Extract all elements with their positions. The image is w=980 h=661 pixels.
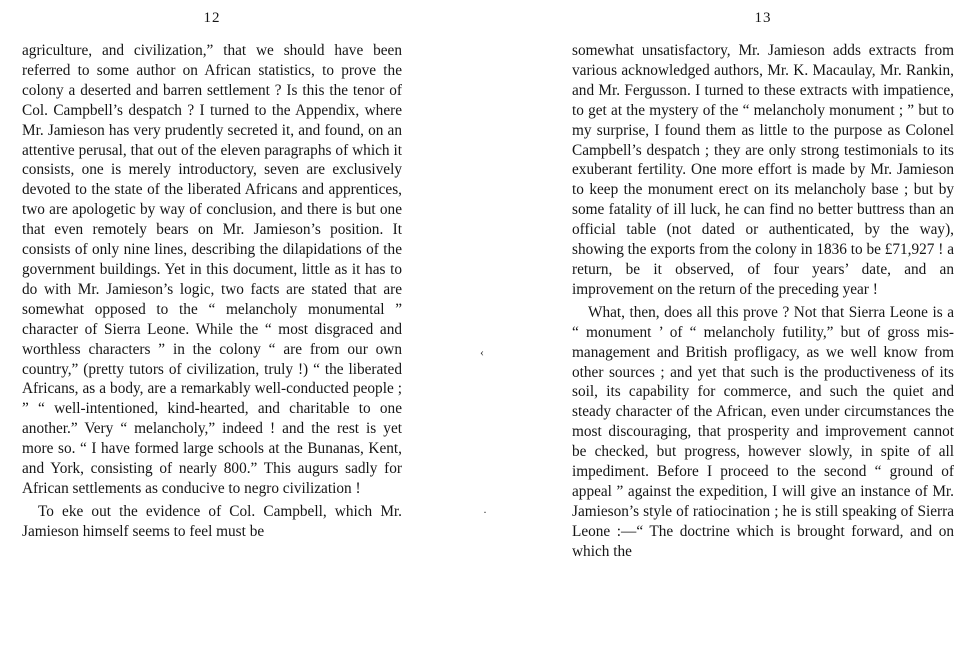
paragraph: agriculture, and civilization,” that we should have been referred to some author on African statistics, to prove the colony a deserted and barren settlement ? Is this the tenor of Col. Campbell’s despatch ? I turned to the Appendix, where Mr. Jamieson has very prudently secreted it, and found, on an attentive perusal, that out of the eleven paragraphs of which it consists, one is merely introductory, seven are exclusively devoted to the state of the liberated Africans and apprentices, two are apologetic by way of conclusion, and there is but one that even remotely bears on Mr. Jamieson’s position. It consists of only nine lines, describing the dilapidations of the government buildings. Yet in this document, little as it has to do with Mr. Jamieson’s logic, two facts are stated that are somewhat opposed to the “ melancholy monumental ” character of Sierra Leone. While the “ most disgraced and worthless characters ” in the colony “ are from our own country,” (pretty tutors of civilization, truly !) “ the liberated Africans, as a body, are a remarkably well-conducted people ; ” “ well-intentioned, kind-hearted, and charitable to one another.” Very “ melancholy,” indeed ! and the rest is yet more so. “ I have formed large schools at the Bunanas, Kent, and York, consisting of nearly 800.” This augurs sadly for African settlements as conducive to negro civilization ! — [22, 42, 402, 497]
paragraph: What, then, does all this prove ? Not that Sierra Leone is a “ monument ’ of “ melancholy futility,” but of gross mis-management and British profligacy, as we well know from other sources ; and yet that such is the productiveness of its soil, its capability for commerce, and such the quiet and steady character of the African, even under circumstances the most discouraging, that prosperity and improvement cannot be checked, but progress, however slowly, in spite of all impediment. Before I proceed to the second “ ground of appeal ” against the expedition, I will give an instance of Mr. Jamieson’s style of ratiocination ; he is still speaking of Sierra Leone :—“ The doctrine which is brought forward, and on which the — [572, 303, 954, 560]
paragraph: somewhat unsatisfactory, Mr. Jamieson adds extracts from various acknowledged authors, Mr. K. Macaulay, Mr. Rankin, and Mr. Fergusson. I turned to these extracts with impatience, to get at the mystery of the “ melancholy monument ; ” but to my surprise, I found them as little to the purpose as Colonel Campbell’s despatch ; they are only strong testimonials to its exuberant fertility. One more effort is made by Mr. Jamieson to keep the monument erect on its melancholy base ; but by some fatality of ill luck, he can find no better buttress than an official table (not dated or authenticated, by the way), showing the exports from the colony in 1836 to be £71,927 ! a return, be it observed, of four years’ date, and an improvement on the return of the preceding year ! — [572, 42, 954, 298]
page-body — [22, 41, 402, 542]
gutter-mark: · — [483, 505, 487, 519]
page-body — [572, 41, 954, 562]
right-page — [572, 0, 954, 661]
left-page — [22, 0, 402, 661]
page-number: 13 — [754, 10, 772, 26]
paragraph: To eke out the evidence of Col. Campbell, which Mr. Jamieson himself seems to feel must be — [22, 502, 402, 540]
page-number: 12 — [203, 10, 221, 26]
gutter-mark: ‹ — [480, 345, 484, 359]
